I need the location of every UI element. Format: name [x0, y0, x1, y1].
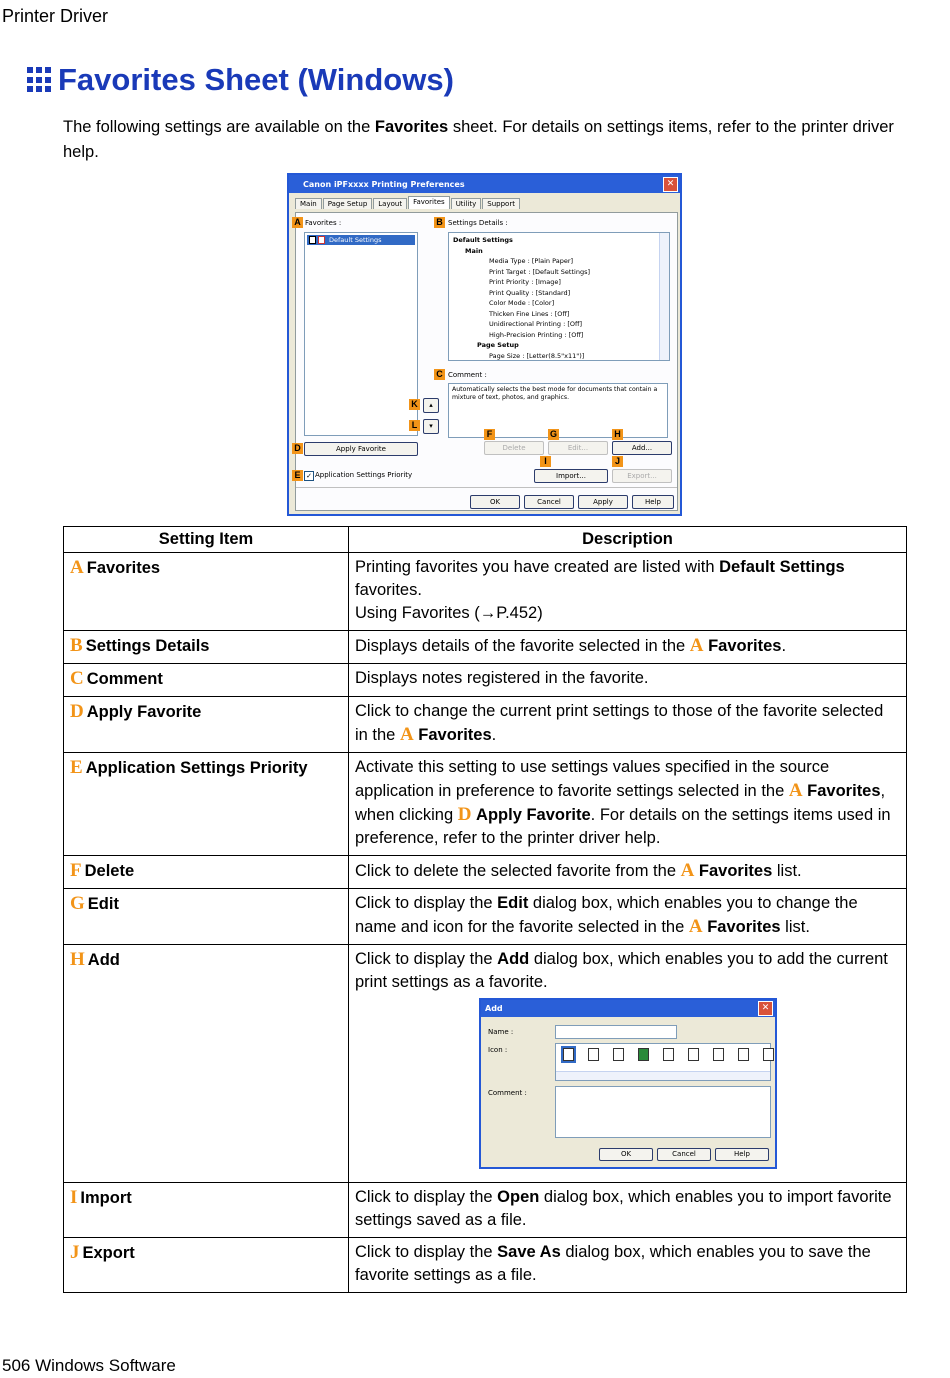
page-footer: 506 Windows Software: [2, 1356, 176, 1375]
desc-bold: Favorites: [698, 862, 773, 880]
desc-text: Displays notes registered in the favorite.: [355, 669, 649, 687]
horizontal-scrollbar[interactable]: [556, 1071, 770, 1080]
item-name: Comment: [86, 670, 163, 688]
tree-scrollbar[interactable]: [659, 233, 669, 360]
desc-bold: Open: [497, 1188, 540, 1206]
desc-bold: Favorites: [707, 918, 781, 936]
printer-icon: [318, 236, 325, 244]
icon-picker[interactable]: [555, 1043, 771, 1081]
marker-a: A: [292, 217, 303, 228]
document-icon[interactable]: [563, 1048, 574, 1061]
desc-text: , when clicking: [355, 782, 886, 824]
favorites-label: Favorites :: [305, 219, 342, 227]
setting-item: [64, 697, 349, 753]
desc-text: Click to display the: [355, 950, 498, 968]
settings-table: [63, 526, 907, 1293]
item-letter: C: [70, 668, 84, 689]
marker-d: D: [292, 443, 303, 454]
desc-text: dialog box, which enables you to change the name and icon for the favorite selected in the: [355, 894, 858, 936]
setting-item: [64, 664, 349, 697]
art-icon[interactable]: [738, 1048, 749, 1061]
setting-item: [64, 1183, 349, 1238]
description: [349, 753, 907, 856]
desc-text: . For details on the settings items used in preference, refer to the printer driver help.: [355, 806, 891, 847]
item-letter: I: [70, 1187, 78, 1208]
tab-favorites[interactable]: Favorites: [408, 196, 450, 209]
setting-item: [64, 945, 349, 1183]
add-dialog-titlebar: [481, 1000, 775, 1017]
name-input[interactable]: [555, 1025, 677, 1039]
page-title: Favorites Sheet (Windows): [58, 62, 454, 97]
edit-button[interactable]: Edit...: [548, 441, 608, 455]
tree-node: Main: [465, 246, 483, 255]
desc-bold: Favorites: [418, 726, 492, 744]
intro-text-1: The following settings are available on the: [63, 118, 375, 136]
icon-row: [556, 1048, 770, 1071]
desc-text: list.: [772, 862, 802, 880]
arrow-up-icon: ▴: [429, 401, 433, 409]
inline-letter: D: [457, 804, 472, 825]
marker-b: B: [434, 217, 445, 228]
marker-h: H: [612, 429, 623, 440]
item-name: Apply Favorite: [86, 703, 202, 721]
desc-text: .: [491, 726, 497, 744]
add-button[interactable]: Add...: [612, 441, 672, 455]
table-header: Description: [349, 527, 907, 553]
description: [349, 945, 907, 1183]
table-row: [64, 753, 907, 856]
tree-leaf: Page Size : [Letter(8.5"x11")]: [489, 351, 585, 360]
table-row: [64, 631, 907, 664]
inline-letter: A: [689, 635, 704, 656]
description: [349, 1183, 907, 1238]
desc-text: Click to display the: [355, 1188, 498, 1206]
desc-bold: Save As: [497, 1243, 561, 1261]
tab-layout[interactable]: Layout: [373, 198, 407, 209]
settings-details-label: Settings Details :: [448, 219, 508, 227]
help-button[interactable]: Help: [632, 495, 674, 509]
divider: [296, 487, 677, 488]
name-label: Name :: [488, 1028, 514, 1036]
apply-favorite-button[interactable]: Apply Favorite: [304, 442, 418, 456]
item-name: Settings Details: [85, 637, 210, 655]
apply-button[interactable]: Apply: [578, 495, 628, 509]
description: [349, 856, 907, 889]
desc-text: list.: [780, 918, 810, 936]
desc-text: Printing favorites you have created are listed with: [355, 558, 720, 576]
comment-text: Automatically selects the best mode for documents that contain a mixture of text, photos, and graphics.: [452, 386, 658, 401]
add-comment-label: Comment :: [488, 1089, 527, 1097]
description: [349, 664, 907, 697]
table-row: [64, 856, 907, 889]
inline-letter: A: [680, 860, 695, 881]
tree-leaf: Thicken Fine Lines : [Off]: [489, 309, 570, 318]
tree-leaf: Color Mode : [Color]: [489, 299, 555, 307]
item-letter: G: [70, 893, 85, 914]
document-icon: [309, 236, 316, 244]
desc-text: favorites.: [355, 581, 422, 599]
section-header: Printer Driver: [2, 6, 109, 26]
dialog-title: Canon iPFxxxx Printing Preferences: [303, 179, 465, 189]
tree-leaf: Print Quality : [Standard]: [489, 288, 571, 297]
pen-icon[interactable]: [713, 1048, 724, 1061]
table-row: [64, 697, 907, 753]
desc-text: Click to change the current print settings to those of the favorite selected in the: [355, 702, 884, 744]
inline-letter: A: [399, 724, 414, 745]
marker-l: L: [409, 420, 420, 431]
inline-letter: A: [688, 916, 703, 937]
desc-bold: Edit: [497, 894, 529, 912]
add-dialog: [479, 998, 777, 1169]
item-name: Favorites: [86, 559, 161, 577]
arrow-down-icon: ▾: [429, 422, 433, 430]
close-icon[interactable]: ✕: [758, 1001, 773, 1016]
app-priority-checkbox[interactable]: ✓: [304, 471, 314, 481]
intro-paragraph: [63, 115, 908, 165]
item-name: Edit: [87, 895, 119, 913]
tree-leaf: Print Target : [Default Settings]: [489, 267, 590, 276]
add-help-button[interactable]: Help: [715, 1148, 769, 1161]
desc-bold: Default Settings: [719, 558, 845, 576]
desc-text: Click to display the: [355, 894, 498, 912]
desc-bold: Favorites: [708, 637, 782, 655]
description: [349, 553, 907, 631]
printing-preferences-dialog: [287, 173, 682, 516]
marker-k: K: [409, 399, 420, 410]
tab-bar: [295, 198, 521, 209]
marker-f: F: [484, 429, 495, 440]
add-cancel-button[interactable]: Cancel: [657, 1148, 711, 1161]
desc-text: Displays details of the favorite selected in the: [355, 637, 690, 655]
marker-e: E: [292, 470, 303, 481]
item-letter: D: [70, 701, 84, 722]
description: [349, 631, 907, 664]
tab-page-setup[interactable]: Page Setup: [323, 198, 373, 209]
ok-button[interactable]: OK: [470, 495, 520, 509]
item-letter: E: [70, 757, 83, 778]
favorites-item-label: Default Settings: [329, 236, 382, 244]
table-row: [64, 553, 907, 631]
desc-bold: Apply Favorite: [476, 806, 591, 824]
setting-item: [64, 631, 349, 664]
settings-details-tree[interactable]: [448, 232, 670, 361]
page-title-row: [27, 62, 454, 98]
item-letter: H: [70, 949, 85, 970]
comment-label: Comment :: [448, 371, 487, 379]
tab-main[interactable]: Main: [295, 198, 322, 209]
favorites-item-default[interactable]: [307, 235, 415, 245]
favorites-list[interactable]: [304, 232, 418, 436]
setting-item: [64, 753, 349, 856]
setting-item: [64, 553, 349, 631]
tree-leaf: Unidirectional Printing : [Off]: [489, 320, 583, 328]
description: [349, 697, 907, 753]
marker-g: G: [549, 429, 557, 439]
intro-text-2: sheet. For details on settings items, refer to the printer driver help.: [63, 118, 894, 161]
desc-bold: Add: [497, 950, 530, 968]
icon-label: Icon :: [488, 1046, 508, 1054]
item-name: Export: [82, 1244, 135, 1262]
tree-leaf: Media Type : [Plain Paper]: [489, 257, 574, 265]
marker-c: C: [434, 369, 445, 380]
poster-icon[interactable]: [613, 1048, 624, 1061]
marker-j: J: [612, 456, 623, 467]
export-button[interactable]: Export...: [612, 469, 672, 483]
tree-node: Page Setup: [477, 341, 519, 349]
cross-reference-link[interactable]: Using Favorites (→P.452): [355, 604, 543, 622]
table-row: [64, 1238, 907, 1293]
app-priority-label: Application Settings Priority: [315, 471, 413, 479]
tree-node: Default Settings: [453, 236, 513, 244]
item-letter: A: [70, 557, 84, 578]
table-row: [64, 945, 907, 1183]
tab-support[interactable]: Support: [482, 198, 520, 209]
add-comment-field[interactable]: [555, 1086, 771, 1138]
desc-bold: Favorites: [807, 782, 881, 800]
photo-icon[interactable]: [588, 1048, 599, 1061]
table-row: [64, 1183, 907, 1238]
landscape-icon[interactable]: [638, 1048, 649, 1061]
table-row: [64, 664, 907, 697]
delete-button[interactable]: Delete: [484, 441, 544, 455]
table-row: [64, 889, 907, 945]
layout-icon[interactable]: [688, 1048, 699, 1061]
add-ok-button[interactable]: OK: [599, 1148, 653, 1161]
item-name: Import: [80, 1189, 132, 1207]
item-name: Delete: [84, 862, 135, 880]
inline-letter: A: [788, 780, 803, 801]
desc-text: .: [781, 637, 787, 655]
import-button[interactable]: Import...: [534, 469, 608, 483]
add-dialog-title: Add: [485, 1004, 503, 1013]
setting-item: [64, 889, 349, 945]
tree-content: [453, 235, 590, 361]
move-up-button[interactable]: [423, 398, 439, 413]
marker-i: I: [540, 456, 551, 467]
desc-text: dialog box, which enables you to add the current print settings as a favorite.: [355, 950, 888, 991]
cad-icon[interactable]: [663, 1048, 674, 1061]
desc-text: Click to delete the selected favorite from the: [355, 862, 681, 880]
tree-leaf: Print Priority : [Image]: [489, 278, 561, 286]
grid-icon: [27, 67, 53, 93]
description: [349, 889, 907, 945]
item-name: Add: [87, 951, 120, 969]
item-name: Application Settings Priority: [85, 759, 308, 777]
table-header: Setting Item: [64, 527, 349, 553]
setting-item: [64, 856, 349, 889]
desc-text: dialog box, which enables you to import favorite settings saved as a file.: [355, 1188, 892, 1229]
favorites-panel: [295, 212, 678, 511]
item-letter: F: [70, 860, 82, 881]
move-down-button[interactable]: [423, 419, 439, 434]
description: [349, 1238, 907, 1293]
desc-text: dialog box, which enables you to save the favorite settings as a file.: [355, 1243, 871, 1284]
close-icon[interactable]: ✕: [663, 177, 678, 192]
print-icon[interactable]: [763, 1048, 774, 1061]
desc-text: Activate this setting to use settings values specified in the source application in preference to favorite settings selected in the: [355, 758, 830, 800]
setting-item: [64, 1238, 349, 1293]
desc-text: Click to display the: [355, 1243, 498, 1261]
intro-bold: Favorites: [374, 118, 449, 136]
tab-utility[interactable]: Utility: [451, 198, 482, 209]
table-header-row: [64, 527, 907, 553]
tree-leaf: High-Precision Printing : [Off]: [489, 330, 584, 339]
cancel-button[interactable]: Cancel: [524, 495, 574, 509]
item-letter: B: [70, 635, 83, 656]
dialog-titlebar: [289, 175, 680, 193]
item-letter: J: [70, 1242, 80, 1263]
